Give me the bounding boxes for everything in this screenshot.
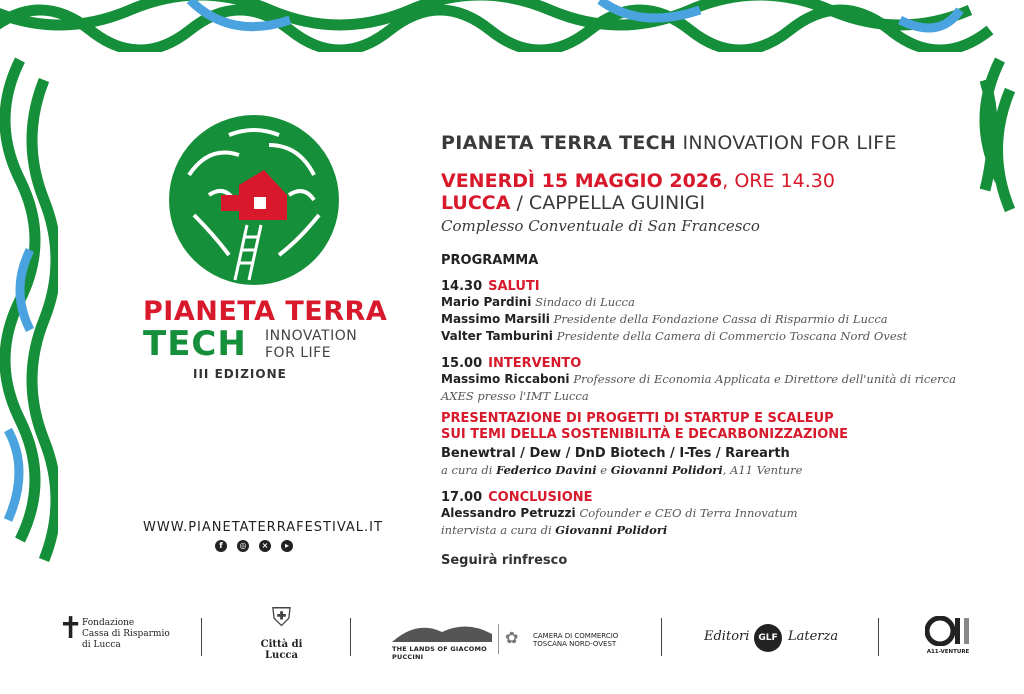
divider	[661, 618, 662, 656]
speaker-role: Sindaco di Lucca	[535, 295, 635, 309]
section-conclusione	[441, 490, 971, 539]
social-links	[215, 540, 293, 552]
citta-label: Città di Lucca	[260, 639, 303, 661]
conclusione-time: 17.00	[441, 490, 483, 505]
speaker-role-line2: AXES presso l'IMT Lucca	[441, 389, 589, 403]
facebook-icon[interactable]: f	[215, 540, 227, 552]
speaker-row	[441, 505, 971, 522]
citta-lucca-logo	[244, 603, 319, 661]
speaker-role-cont	[441, 388, 971, 405]
curator-2: Giovanni Polidori	[610, 463, 723, 477]
startup-list	[441, 445, 971, 462]
website-link[interactable]: WWW.PIANETATERRAFESTIVAL.IT	[143, 520, 383, 535]
glf-mark: GLF	[754, 624, 782, 652]
youtube-icon[interactable]: ▸	[281, 540, 293, 552]
event-date	[441, 170, 971, 192]
logo-subtitle-line2: FOR LIFE	[265, 345, 332, 361]
intervento-time: 15.00	[441, 356, 483, 371]
interview-prefix: intervista a cura di	[441, 523, 556, 537]
event-title-light: INNOVATION FOR LIFE	[682, 132, 897, 154]
section-intervento	[441, 356, 971, 479]
divider	[878, 618, 879, 656]
speaker-role: Professore di Economia Applicata e Direttore dell'unità di ricerca	[573, 372, 956, 386]
x-icon[interactable]: ×	[259, 540, 271, 552]
speaker-name: Massimo Riccaboni	[441, 372, 570, 386]
event-details	[441, 132, 971, 568]
divider	[201, 618, 202, 656]
logo-edition: III EDIZIONE	[193, 367, 287, 381]
instagram-icon[interactable]: ◎	[237, 540, 249, 552]
program-heading: PROGRAMMA	[441, 253, 539, 268]
saluti-label: SALUTI	[488, 279, 540, 294]
puccini-logo	[392, 620, 502, 661]
event-city: LUCCA	[441, 192, 511, 214]
saluti-time: 14.30	[441, 279, 483, 294]
hills-icon	[392, 620, 492, 642]
speaker-row	[441, 294, 971, 311]
fondazione-line2: Cassa di Risparmio	[82, 629, 170, 639]
coat-of-arms-icon: ⛨	[271, 603, 292, 633]
event-place: / CAPPELLA GUINIGI	[510, 192, 706, 214]
a11-mark-icon	[925, 616, 971, 646]
speaker-name: Alessandro Petruzzi	[441, 506, 576, 520]
a11-label: A11-VENTURE	[926, 649, 970, 655]
fondazione-line1: Fondazione	[82, 618, 135, 628]
speaker-role: Presidente della Fondazione Cassa di Risparmio di Lucca	[553, 312, 888, 326]
camera-line2: TOSCANA NORD-OVEST	[533, 640, 617, 648]
presentation-title	[441, 411, 971, 443]
section-saluti	[441, 279, 971, 345]
event-title-bold: PIANETA TERRA TECH	[441, 132, 677, 154]
event-venue: Complesso Conventuale di San Francesco	[441, 217, 760, 235]
speaker-row	[441, 328, 971, 345]
presentation-title-line2: SUI TEMI DELLA SOSTENIBILITÀ E DECARBONIZZAZIONE	[441, 427, 849, 442]
interview-row	[441, 522, 971, 539]
speaker-row	[441, 371, 971, 388]
editori-left: Editori	[704, 629, 750, 644]
closing-note: Seguirà rinfresco	[441, 553, 568, 568]
curators	[441, 462, 971, 479]
cross-icon: ✝	[58, 611, 84, 646]
speaker-name: Valter Tamburini	[441, 329, 553, 343]
event-time: , ORE 14.30	[722, 170, 835, 192]
curated-prefix: a cura di	[441, 463, 497, 477]
startups: Benewtral / Dew / DnD Biotech / I-Tes / Rarearth	[441, 446, 790, 461]
curated-and: e	[596, 463, 611, 477]
logo-subtitle-line1: INNOVATION	[265, 328, 358, 344]
event-date-bold: VENERDÌ 15 MAGGIO 2026	[441, 170, 723, 192]
tree-house-logo	[169, 115, 339, 285]
logo-title-line2: TECH	[143, 324, 247, 364]
speaker-role: Presidente della Camera di Commercio Toscana Nord Ovest	[556, 329, 908, 343]
divider	[498, 624, 499, 654]
curated-suffix: , A11 Venture	[722, 463, 803, 477]
speaker-name: Mario Pardini	[441, 295, 532, 309]
interviewer: Giovanni Polidori	[555, 523, 668, 537]
presentation-title-line1: PRESENTAZIONE DI PROGETTI DI STARTUP E SCALEUP	[441, 411, 834, 426]
a11-venture-logo	[918, 616, 978, 655]
speaker-name: Massimo Marsili	[441, 312, 550, 326]
event-location	[441, 192, 971, 214]
curator-1: Federico Davini	[496, 463, 597, 477]
speaker-role: Cofounder e CEO di Terra Innovatum	[579, 506, 798, 520]
intervento-label: INTERVENTO	[488, 356, 582, 371]
speaker-row	[441, 311, 971, 328]
conclusione-label: CONCLUSIONE	[488, 490, 593, 505]
event-title	[441, 132, 971, 154]
camera-line1: CAMERA DI COMMERCIO	[533, 632, 619, 640]
flower-icon: ✿	[505, 628, 519, 647]
fondazione-line3: di Lucca	[82, 640, 121, 650]
editori-laterza-logo	[704, 624, 844, 654]
editori-right: Laterza	[788, 629, 839, 644]
puccini-label: THE LANDS OF GIACOMO PUCCINI	[392, 645, 487, 661]
divider	[350, 618, 351, 656]
logo-title-line1: PIANETA TERRA	[143, 296, 388, 327]
